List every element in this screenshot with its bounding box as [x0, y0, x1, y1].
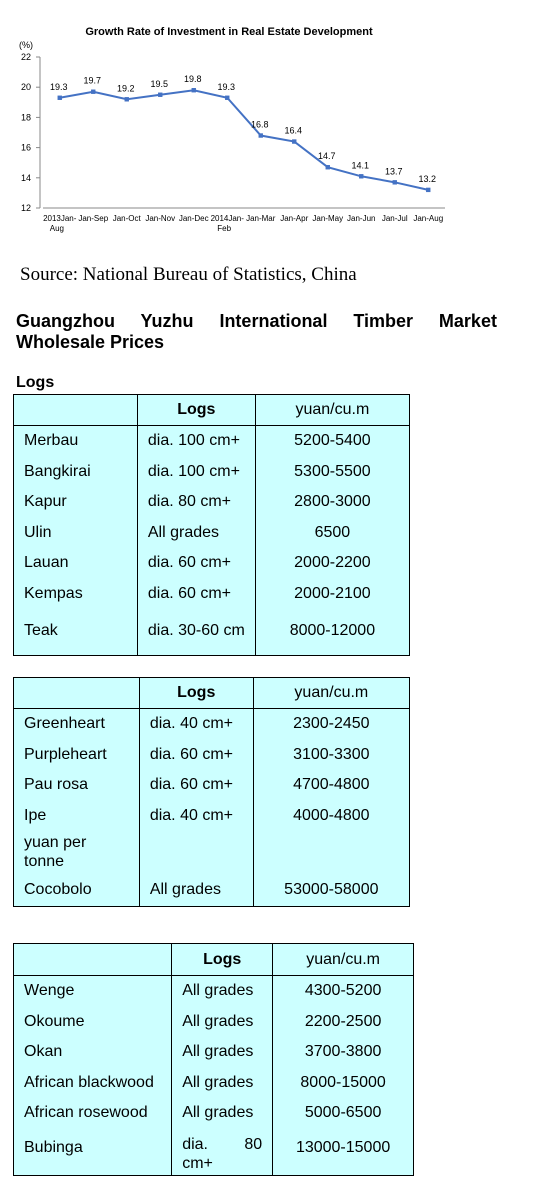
grade-column	[137, 426, 255, 656]
data-label: 16.4	[284, 125, 303, 136]
heading-word: Timber	[353, 311, 414, 331]
data-label: 13.2	[418, 173, 437, 184]
data-point	[259, 133, 263, 137]
x-tick-label: Jan-Oct	[112, 214, 141, 223]
grade-value: dia. 60 cm+	[147, 554, 232, 571]
price-value	[264, 831, 399, 875]
data-point	[426, 188, 430, 192]
data-label: 16.8	[250, 119, 269, 130]
heading-word: Yuzhu	[140, 311, 194, 331]
x-tick-label-line-2: Feb	[217, 224, 232, 233]
x-tick-label: Jan-Nov	[145, 214, 176, 223]
data-point	[91, 90, 95, 94]
data-label: 19.3	[49, 81, 68, 92]
price-column	[253, 709, 409, 907]
price-column	[255, 426, 409, 656]
grade-value: dia. 30-60 cm	[147, 622, 245, 639]
data-point	[292, 139, 296, 143]
growth-rate-chart	[0, 0, 533, 250]
price-value: 6500	[314, 523, 351, 541]
price-table-1	[13, 394, 410, 656]
price-value: 53000-58000	[284, 881, 379, 898]
species-name: Bangkirai	[24, 462, 91, 480]
species-name: Pau rosa	[24, 776, 89, 793]
price-value: 3100-3300	[293, 745, 370, 763]
data-label: 19.5	[150, 78, 169, 89]
heading-word: Guangzhou	[16, 311, 115, 331]
table-header-row	[14, 944, 414, 976]
price-value: 2200-2500	[304, 1012, 382, 1030]
y-tick-label: 22	[20, 52, 31, 62]
x-tick-label: Jan-Sep	[78, 214, 109, 223]
table-body-row	[14, 976, 414, 1176]
data-label: 19.8	[183, 74, 202, 85]
series-line	[60, 90, 429, 190]
heading-line-1	[16, 311, 497, 332]
x-tick-label: 2013Jan-	[43, 214, 77, 223]
price-value: 8000-15000	[300, 1073, 386, 1091]
grade-value: All grades	[182, 1012, 254, 1030]
species-column	[14, 709, 140, 907]
logs-section-label: Logs	[16, 374, 55, 391]
species-name: African rosewood	[24, 1104, 148, 1121]
price-value: 5000-6500	[304, 1104, 382, 1121]
species-name: yuan per tonne	[24, 834, 87, 870]
price-value: 4700-4800	[293, 776, 370, 793]
price-value: 2000-2100	[294, 584, 371, 602]
data-label: 14.7	[317, 151, 336, 162]
price-value: 5300-5500	[294, 462, 371, 480]
y-tick-label: 16	[20, 142, 31, 153]
chart-y-axis-label: (%)	[19, 40, 33, 50]
chart-title: Growth Rate of Investment in Real Estate Development	[85, 26, 373, 38]
price-value: 4000-4800	[293, 806, 370, 824]
header-cell-name	[14, 944, 172, 976]
grade-value: All grades	[182, 982, 254, 999]
price-value: 2300-2450	[293, 715, 370, 732]
grade-column	[172, 976, 273, 1176]
species-name: Purpleheart	[24, 745, 107, 763]
price-value: 2000-2200	[294, 554, 371, 571]
y-tick-label: 12	[20, 203, 31, 213]
grade-value: All grades	[182, 1043, 254, 1060]
table-header-row	[14, 678, 410, 709]
grade-value: dia. 60 cm+	[149, 745, 233, 763]
data-point	[58, 96, 62, 100]
heading-line-2: Wholesale Prices	[16, 332, 165, 352]
species-name: Merbau	[24, 432, 79, 449]
grade-value: dia. 80 cm+	[182, 1135, 263, 1172]
data-point	[192, 88, 196, 92]
header-cell-name	[14, 395, 138, 426]
header-cell-unit: yuan/cu.m	[273, 944, 414, 976]
heading-word: Market	[438, 311, 497, 331]
price-column	[273, 976, 414, 1176]
grade-value: dia. 40 cm+	[149, 715, 233, 732]
grade-value: dia. 60 cm+	[147, 584, 232, 602]
data-point	[326, 165, 330, 169]
price-value: 3700-3800	[304, 1043, 382, 1060]
species-name: Teak	[24, 622, 58, 639]
species-column	[14, 976, 172, 1176]
data-label: 19.7	[83, 75, 102, 86]
x-tick-label-line-2: Aug	[49, 224, 64, 233]
header-cell-unit: yuan/cu.m	[255, 395, 409, 426]
y-axis-ticks	[21, 52, 40, 213]
header-cell-logs: Logs	[137, 395, 255, 426]
table-body-row	[14, 709, 410, 907]
species-name: Kapur	[24, 493, 67, 510]
data-point	[359, 174, 363, 178]
x-tick-label: Jan-Mar	[246, 214, 276, 223]
species-column	[14, 426, 138, 656]
grade-value: All grades	[149, 881, 221, 898]
grade-value: dia. 100 cm+	[147, 432, 240, 449]
price-value: 5200-5400	[294, 432, 371, 449]
price-table-3	[13, 943, 414, 1176]
species-name: Greenheart	[24, 715, 105, 732]
grade-value	[150, 831, 243, 875]
source-note: Source: National Bureau of Statistics, China	[20, 264, 357, 285]
species-name: Ulin	[24, 523, 52, 541]
species-name: Kempas	[24, 584, 83, 602]
species-name: Bubinga	[24, 1138, 83, 1156]
species-name: Wenge	[24, 982, 75, 999]
x-tick-label: Jan-May	[312, 214, 344, 223]
table-body-row	[14, 426, 410, 656]
data-label: 14.1	[351, 160, 370, 171]
header-cell-unit: yuan/cu.m	[253, 678, 409, 709]
header-cell-logs: Logs	[139, 678, 253, 709]
data-point	[225, 96, 229, 100]
data-point	[125, 97, 129, 101]
species-name: Lauan	[24, 554, 69, 571]
x-tick-label: Jan-Aug	[413, 214, 444, 223]
grade-value: dia. 60 cm+	[149, 776, 233, 793]
header-cell-name	[14, 678, 140, 709]
data-label: 13.7	[384, 166, 403, 177]
y-tick-label: 14	[20, 172, 31, 183]
data-label: 19.3	[217, 81, 236, 92]
data-labels	[50, 74, 436, 184]
species-name: Cocobolo	[24, 881, 92, 898]
y-tick-label: 20	[20, 82, 31, 93]
data-label: 19.2	[116, 83, 135, 94]
x-tick-label: Jan-Jun	[347, 214, 376, 223]
data-points	[58, 88, 431, 192]
data-point	[158, 93, 162, 97]
grade-value: dia. 80 cm+	[147, 493, 232, 510]
price-value: 8000-12000	[289, 622, 376, 639]
species-name: Okan	[24, 1043, 63, 1060]
price-table-2	[13, 677, 410, 907]
table-header-row	[14, 395, 410, 426]
species-name: African blackwood	[24, 1073, 154, 1091]
grade-column	[139, 709, 253, 907]
page-heading	[16, 311, 497, 353]
x-tick-label: Jan-Dec	[178, 214, 209, 223]
heading-word: International	[219, 311, 328, 331]
y-tick-label: 18	[20, 112, 31, 123]
price-value: 13000-15000	[295, 1138, 391, 1156]
price-value: 2800-3000	[294, 493, 371, 510]
x-tick-label: Jan-Apr	[280, 214, 309, 223]
x-axis-tick-labels	[43, 214, 443, 233]
header-cell-logs: Logs	[172, 944, 273, 976]
price-value: 4300-5200	[304, 982, 382, 999]
x-tick-label: Jan-Jul	[381, 214, 408, 223]
x-tick-label: 2014Jan-	[210, 214, 244, 223]
data-point	[393, 180, 397, 184]
species-name: Okoume	[24, 1012, 85, 1030]
grade-value: dia. 100 cm+	[147, 462, 240, 480]
species-name: Ipe	[24, 806, 47, 824]
grade-value: All grades	[147, 523, 220, 541]
grade-value: All grades	[182, 1104, 254, 1121]
grade-value: dia. 40 cm+	[149, 806, 233, 824]
grade-value: All grades	[182, 1073, 254, 1091]
